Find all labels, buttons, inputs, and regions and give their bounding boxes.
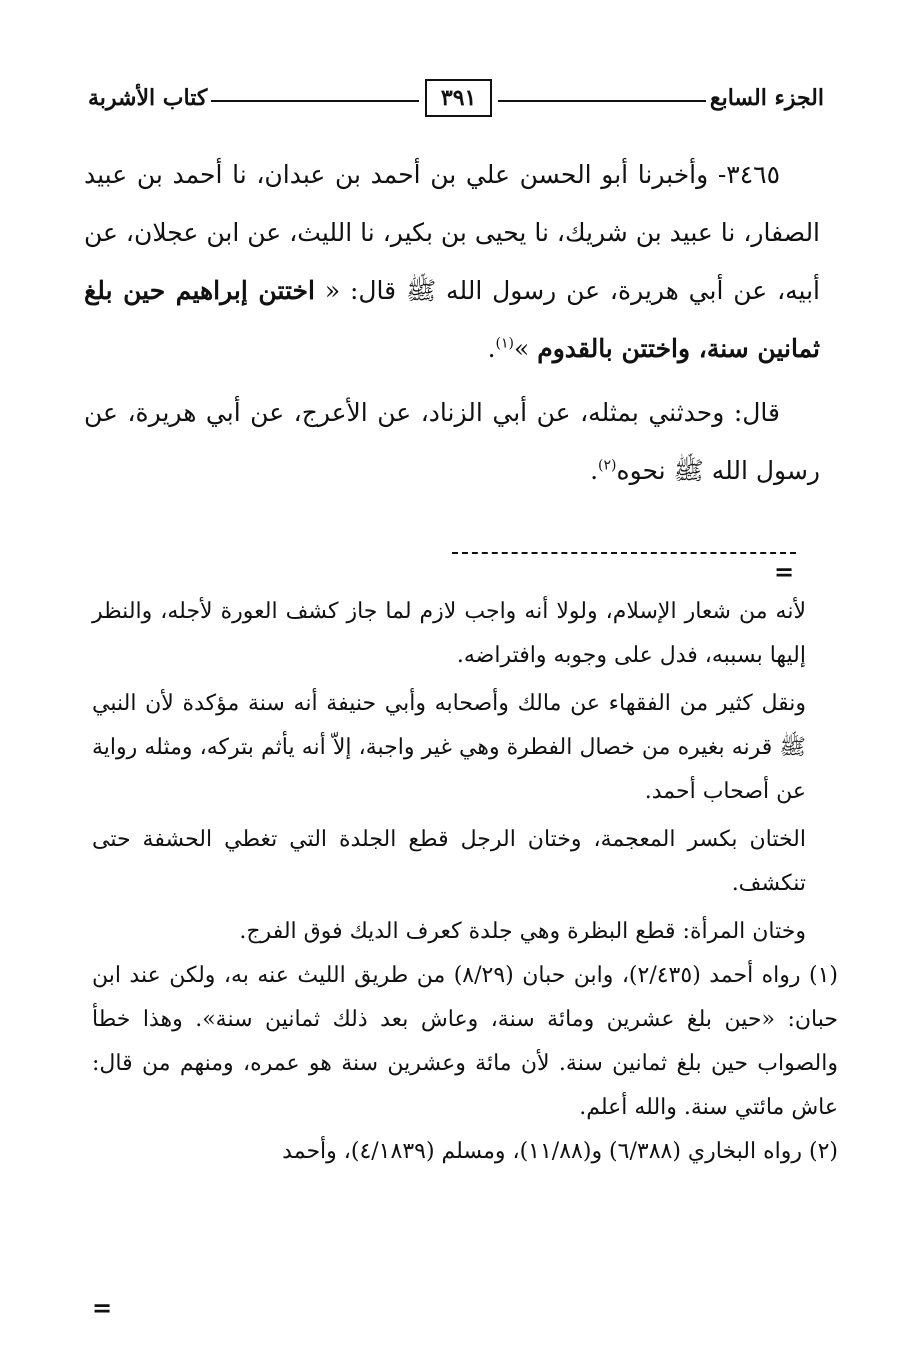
- footnote-ref-2: (٢): [598, 457, 617, 474]
- footnote-ref-1: (١): [495, 335, 514, 352]
- footnotes: [92, 590, 838, 1174]
- note-paragraph: ونقل كثير من الفقهاء عن مالك وأصحابه وأبي حنيفة أنه سنة مؤكدة لأن النبي ﷺ قرنه بغيره من خصال الفطرة وهي غير واجبة، إلاّ أنه يأثم بتركه، ومثله رواية عن أصحاب أحمد.: [92, 691, 806, 804]
- note-paragraph: وختان المرأة: قطع البظرة وهي جلدة كعرف الديك فوق الفرج.: [239, 919, 806, 944]
- continuation-mark-top: =: [774, 557, 795, 586]
- continuation-mark-bottom: =: [92, 1293, 113, 1322]
- note-continued: لأنه من شعار الإسلام، ولولا أنه واجب لازم لما جاز كشف العورة لأجله، والنظر إليها بسببه، فدل على وجوبه وافتراضه.: [92, 599, 806, 668]
- page-number: ٣٩١: [425, 79, 492, 117]
- hadith-line: عبيد الصفار، نا عبيد بن شريك، نا يحيى بن بكير، نا الليث، عن ابن: [84, 160, 821, 247]
- main-text: [84, 146, 820, 500]
- footnote-2: (٢) رواه البخاري (٦/٣٨٨) و(١١/٨٨)، ومسلم (٤/١٨٣٩)، وأحمد: [282, 1139, 838, 1164]
- volume-title: الجزء السابع: [709, 85, 824, 111]
- chain-line: قال: وحدثني بمثله، عن أبي الزناد، عن الأعرج، عن أبي هريرة،: [127, 398, 781, 427]
- note-paragraph: الختان بكسر المعجمة، وختان الرجل قطع الجلدة التي تغطي الحشفة حتى تنكشف.: [92, 827, 806, 896]
- footnote-divider: [452, 552, 796, 554]
- book-title: كتاب الأشربة: [88, 85, 208, 111]
- hadith-paragraph: ٣٤٦٥- وأخبرنا أبو الحسن علي بن أحمد بن عبدان، نا أحمد بن عبيد الصفار، نا عبيد بن شريك، نا يحيى بن بكير، نا الليث، عن ابن عجلان، عن أبيه، عن أبي هريرة، عن رسول الله ﷺ قال: « اختتن إبراهيم حين بلغ ثمانين سنة، واختتن بالقدوم »$^{(١)}$.: [84, 160, 821, 363]
- running-header: [88, 74, 824, 122]
- hadith-line: عجلان، عن أبيه، عن أبي هريرة، عن رسول الله ﷺ قال: «: [84, 218, 820, 305]
- footnote-1: (١) رواه أحمد (٢/٤٣٥)، وابن حبان (٨/٢٩) من طريق الليث عنه به، ولكن عند ابن حبان: «حين بلغ عشرين ومائة سنة، وعاش بعد ذلك ثمانين سنة». وهذا خطأ والصواب حين بلغ ثمانين سنة. لأن مائة وعشرين سنة هو عمره، ومنهم من قال: عاش مائتي سنة. والله أعلم.: [92, 963, 838, 1120]
- header-rule-left: [211, 100, 419, 102]
- quote-close: »: [514, 334, 530, 363]
- chain-paragraph: قال: وحدثني بمثله، عن أبي الزناد، عن الأعرج، عن أبي هريرة، عن رسول الله ﷺ نحوه$^{(٢)}$.: [84, 398, 820, 485]
- hadith-line: ٣٤٦٥- وأخبرنا أبو الحسن علي بن أحمد بن عبدان، نا أحمد بن: [136, 160, 780, 189]
- header-rule-right: [498, 100, 706, 102]
- chain-line: عن رسول الله ﷺ نحوه: [84, 398, 820, 485]
- hadith-quote: اختتن إبراهيم حين بلغ ثمانين سنة، واختتن بالقدوم: [84, 276, 820, 363]
